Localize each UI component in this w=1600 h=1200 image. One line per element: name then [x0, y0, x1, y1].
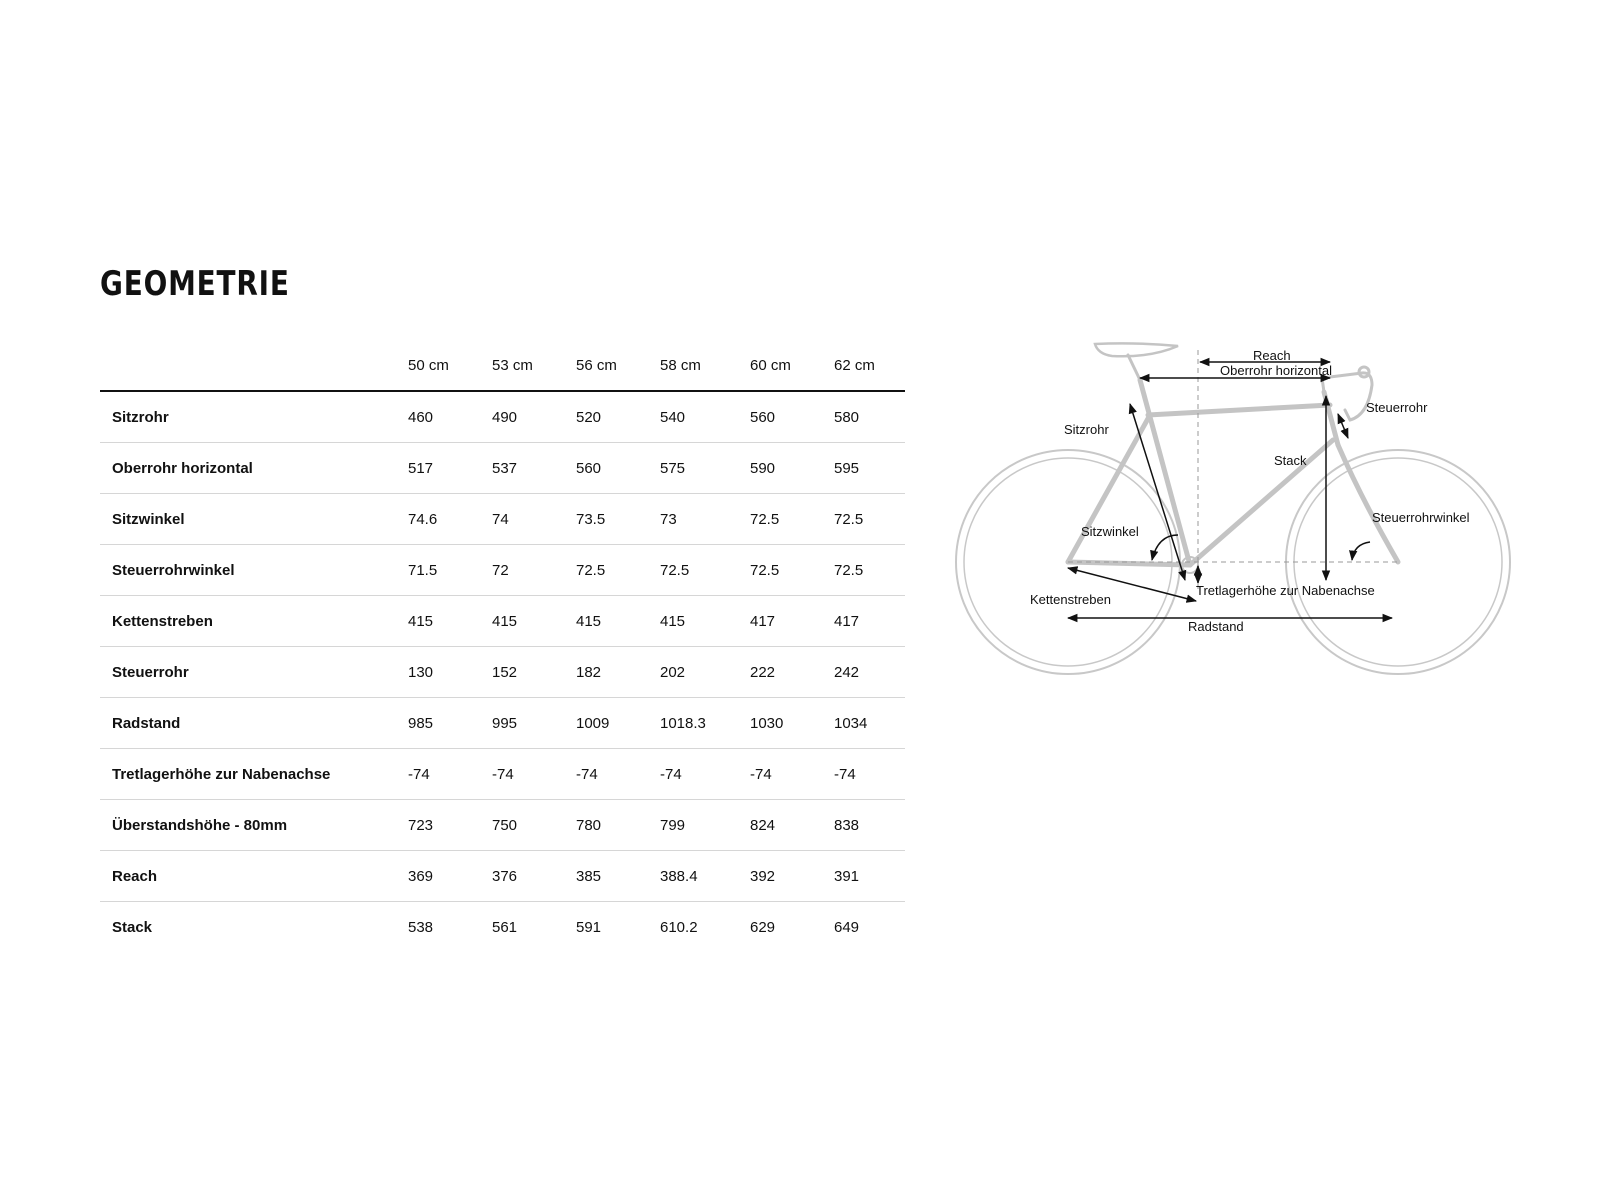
table-cell: 417	[834, 596, 905, 647]
table-cell: 369	[408, 851, 492, 902]
table-cell: 490	[492, 391, 576, 443]
table-cell: 595	[834, 443, 905, 494]
table-row	[100, 391, 905, 443]
column-header: 56 cm	[576, 340, 660, 391]
table-cell: 72.5	[660, 545, 750, 596]
table-cell: -74	[492, 749, 576, 800]
table-cell: 130	[408, 647, 492, 698]
row-label: Sitzrohr	[100, 391, 408, 443]
table-cell: 517	[408, 443, 492, 494]
table-cell: 415	[408, 596, 492, 647]
column-header: 62 cm	[834, 340, 905, 391]
table-cell: 591	[576, 918, 602, 936]
table-cell: 74	[492, 494, 576, 545]
row-label: Steuerrohrwinkel	[100, 545, 408, 596]
table-cell: 415	[576, 596, 660, 647]
table-cell: 1018.3	[660, 698, 750, 749]
table-cell: 73	[660, 494, 750, 545]
table-cell: 376	[492, 851, 576, 902]
table-row	[100, 902, 905, 953]
table-row	[100, 851, 905, 902]
table-cell: 72.5	[834, 494, 905, 545]
seatpost-and-saddle	[1095, 343, 1178, 380]
row-label: Überstandshöhe - 80mm	[100, 800, 408, 851]
row-label: Radstand	[100, 698, 408, 749]
table-cell: 537	[492, 443, 576, 494]
table-cell: -74	[576, 749, 660, 800]
row-label: Steuerrohr	[100, 647, 408, 698]
table-cell: 610.2	[660, 918, 698, 936]
table-cell: 415	[492, 596, 576, 647]
table-cell: 995	[492, 698, 576, 749]
row-label: Tretlagerhöhe zur Nabenachse	[100, 749, 408, 800]
table-cell: 723	[408, 800, 492, 851]
table-cell: 538	[408, 918, 434, 936]
table-cell: 629	[750, 918, 776, 936]
row-label: Kettenstreben	[100, 596, 408, 647]
head-angle-arrow	[1352, 542, 1370, 560]
label-chainstay: Kettenstreben	[1030, 592, 1111, 607]
table-cell: 838	[834, 800, 905, 851]
table-cell: 1034	[834, 698, 905, 749]
table-cell: 72	[492, 545, 576, 596]
table-cell: 74.6	[408, 494, 492, 545]
table-row	[100, 647, 905, 698]
table-cell: 561	[492, 918, 518, 936]
table-cell: 417	[750, 596, 834, 647]
table-cell: 1009	[576, 698, 660, 749]
label-top-tube: Oberrohr horizontal	[1220, 363, 1332, 378]
table-header-row	[100, 340, 905, 391]
table-row	[100, 545, 905, 596]
table-cell: 460	[408, 391, 492, 443]
table-cell: 1030	[750, 698, 834, 749]
row-label: Stack	[112, 918, 153, 936]
bike-geometry-diagram	[940, 330, 1520, 690]
label-seat-angle: Sitzwinkel	[1081, 524, 1139, 539]
table-cell: 824	[750, 800, 834, 851]
table-cell: 71.5	[408, 545, 492, 596]
table-cell: 391	[834, 851, 905, 902]
table-row	[100, 494, 905, 545]
head-tube-arrow	[1338, 414, 1348, 438]
label-head-tube: Steuerrohr	[1366, 400, 1428, 415]
table-row	[100, 443, 905, 494]
column-header: 53 cm	[492, 340, 576, 391]
table-cell: -74	[660, 749, 750, 800]
label-head-angle: Steuerrohrwinkel	[1372, 510, 1470, 525]
table-cell: 560	[750, 391, 834, 443]
table-cell: 72.5	[750, 545, 834, 596]
table-cell: 799	[660, 800, 750, 851]
row-label: Sitzwinkel	[100, 494, 408, 545]
geometry-table	[100, 340, 905, 952]
label-stack: Stack	[1274, 453, 1307, 468]
table-cell: 415	[660, 596, 750, 647]
table-cell: 540	[660, 391, 750, 443]
table-cell: 72.5	[576, 545, 660, 596]
column-header: 60 cm	[750, 340, 834, 391]
table-cell: 202	[660, 647, 750, 698]
table-cell: 590	[750, 443, 834, 494]
table-cell: 72.5	[834, 545, 905, 596]
table-cell: 649	[834, 918, 860, 936]
table-cell: 575	[660, 443, 750, 494]
table-cell: 392	[750, 851, 834, 902]
table-cell: 72.5	[750, 494, 834, 545]
table-cell: 560	[576, 443, 660, 494]
label-reach: Reach	[1253, 348, 1291, 363]
table-cell: 385	[576, 851, 660, 902]
label-seat-tube: Sitzrohr	[1064, 422, 1109, 437]
dimension-arrows	[1068, 362, 1392, 618]
table-cell: 580	[834, 391, 905, 443]
table-row	[100, 698, 905, 749]
table-cell: 152	[492, 647, 576, 698]
table-cell: 520	[576, 391, 660, 443]
table-cell: 750	[492, 800, 576, 851]
table-cell: 222	[750, 647, 834, 698]
table-row	[100, 596, 905, 647]
table-cell: -74	[834, 749, 905, 800]
table-cell: 73.5	[576, 494, 660, 545]
table-cell: 182	[576, 647, 660, 698]
table-cell: -74	[750, 749, 834, 800]
table-cell: 985	[408, 698, 492, 749]
table-cell: -74	[408, 749, 492, 800]
table-row	[100, 800, 905, 851]
table-cell: 388.4	[660, 851, 750, 902]
seat-tube-arrow	[1130, 404, 1185, 580]
table-cell: 780	[576, 800, 660, 851]
column-header: 50 cm	[408, 340, 492, 391]
label-bb-drop: Tretlagerhöhe zur Nabenachse	[1196, 583, 1375, 598]
row-label: Oberrohr horizontal	[100, 443, 408, 494]
table-cell: 242	[834, 647, 905, 698]
table-row	[100, 749, 905, 800]
column-header: 58 cm	[660, 340, 750, 391]
header-empty	[100, 340, 408, 391]
row-label: Reach	[100, 851, 408, 902]
label-wheelbase: Radstand	[1188, 619, 1244, 634]
page-title: GEOMETRIE	[100, 264, 290, 304]
